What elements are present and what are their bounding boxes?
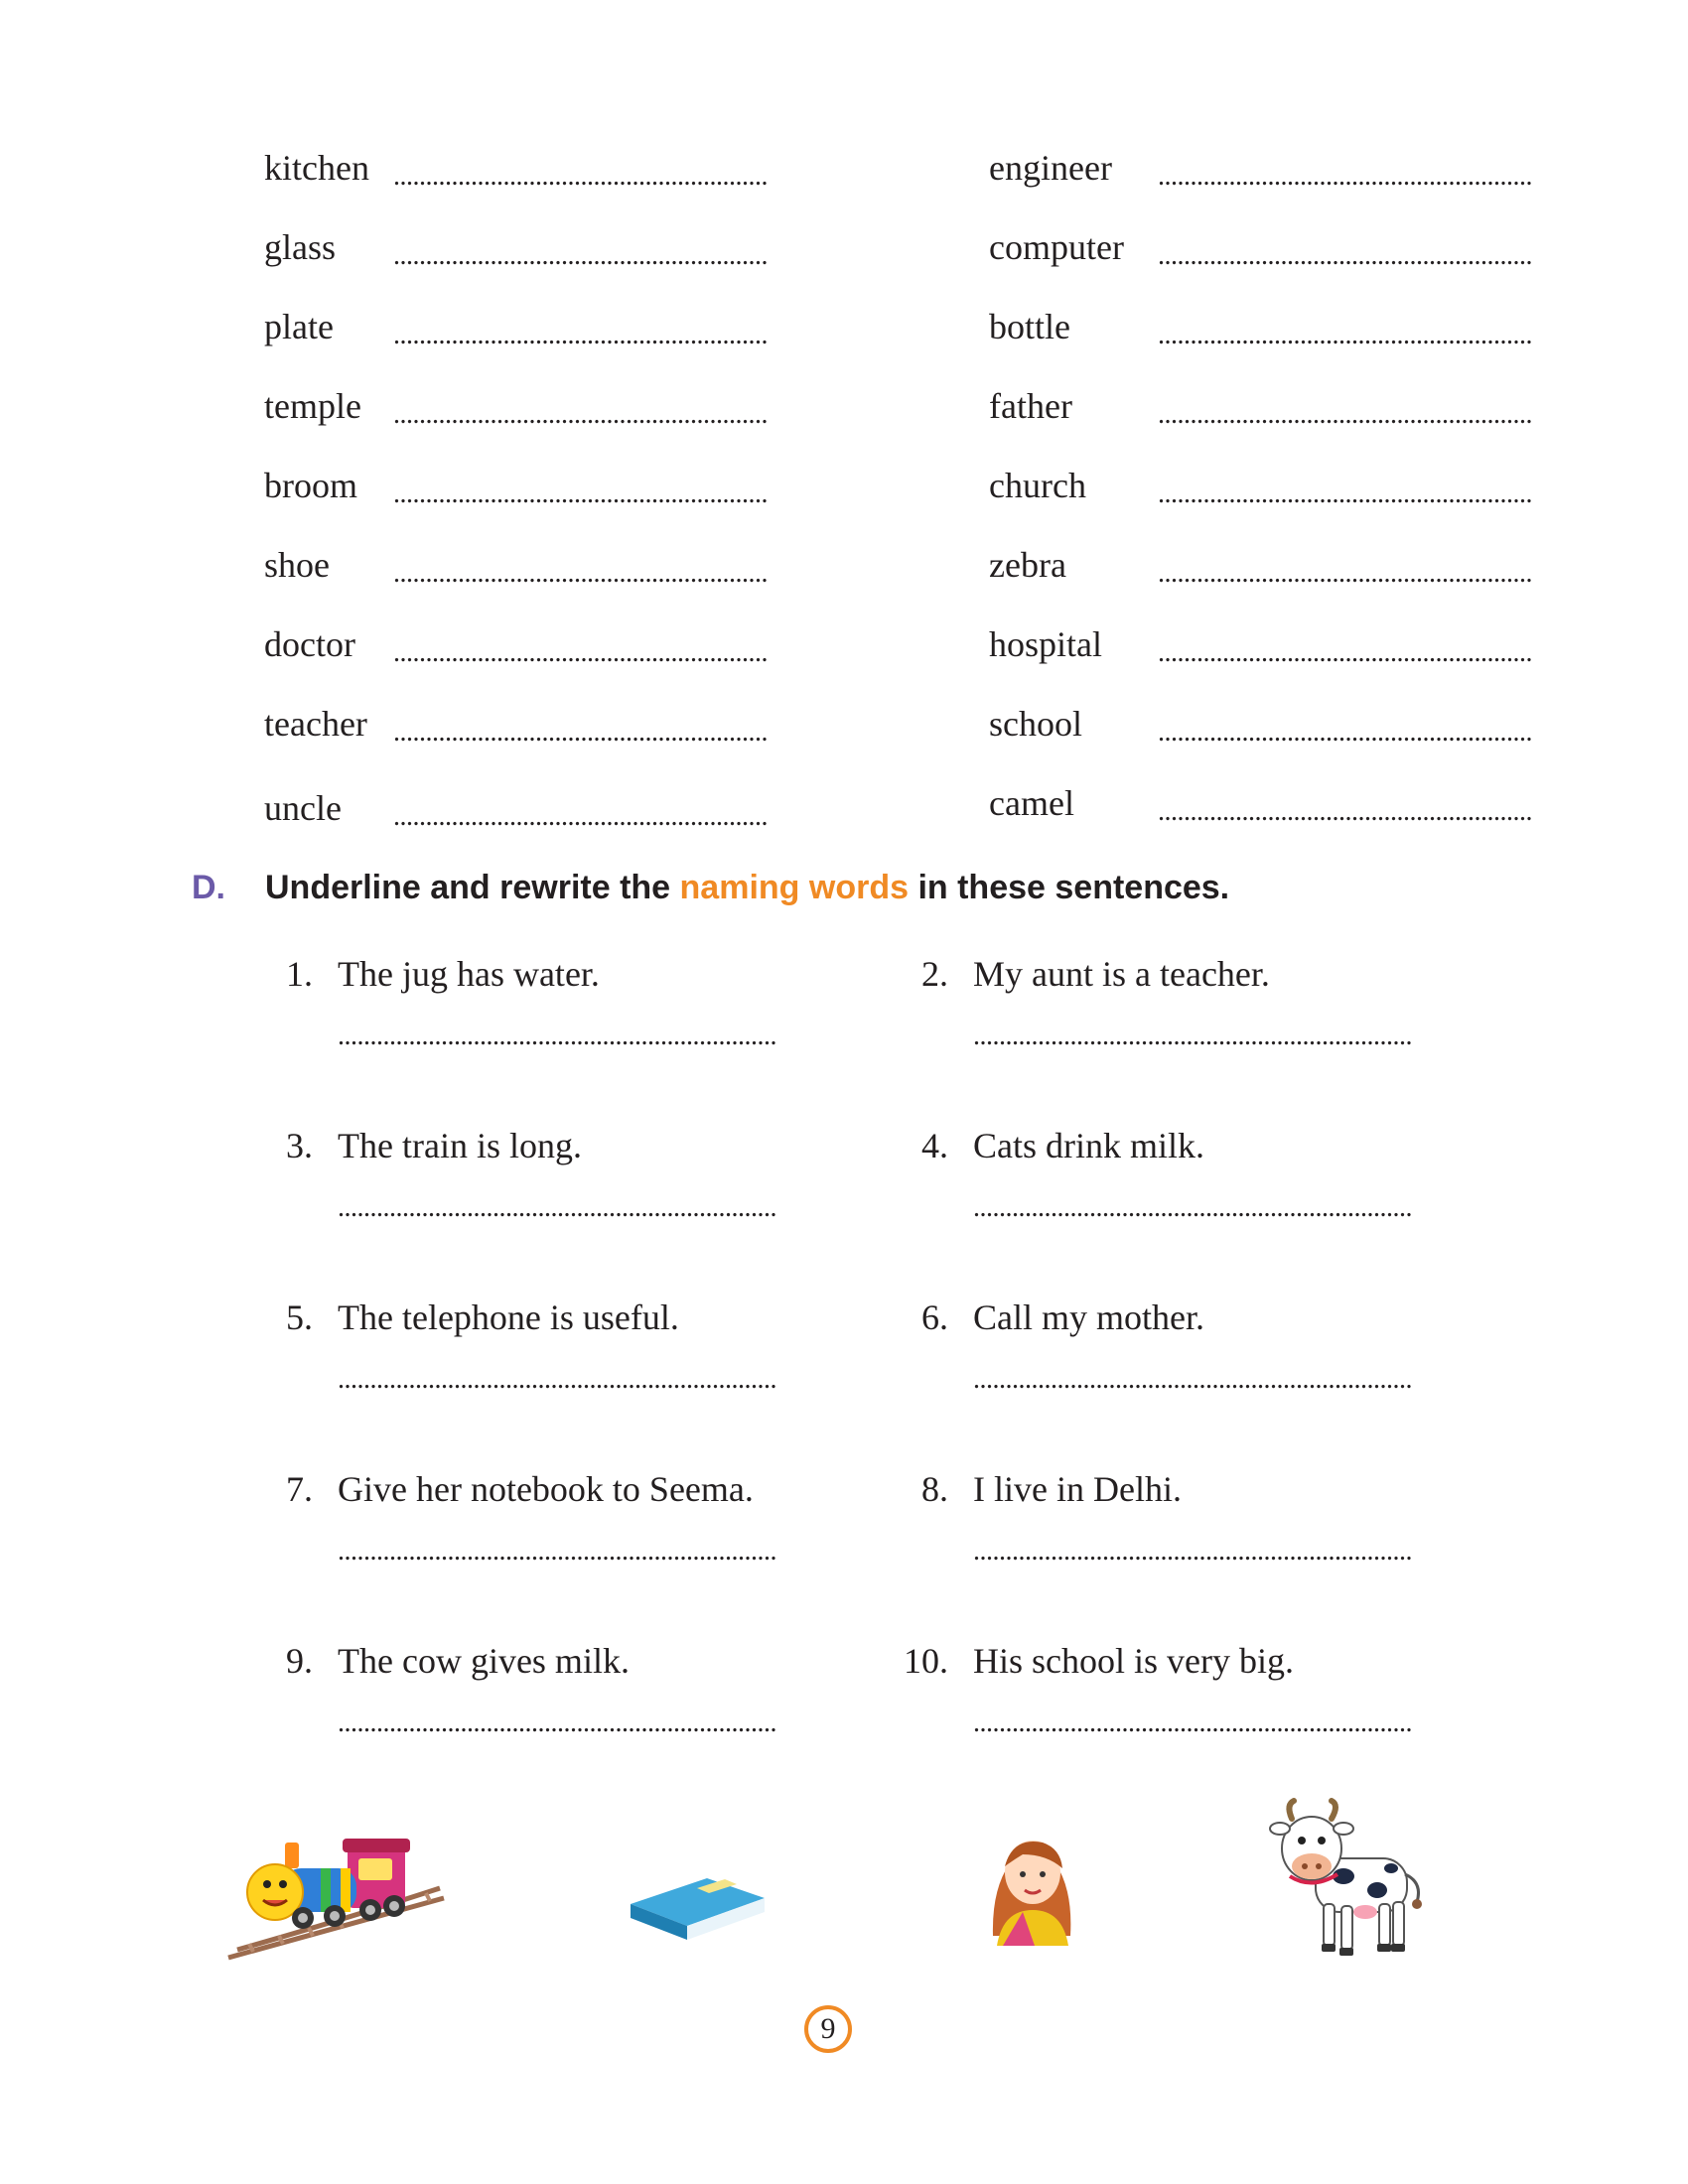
answer-line[interactable]: .................................................................... [338,1536,776,1567]
section-letter: D. [192,869,225,906]
word-row [264,226,768,276]
question-sentence: I live in Delhi. [973,1469,1182,1509]
answer-line[interactable]: .......................................................... [393,478,768,509]
word: broom [264,466,357,505]
word: glass [264,227,336,267]
question-sentence: The cow gives milk. [338,1641,630,1681]
question-item [263,1468,779,1597]
word: zebra [989,545,1066,585]
question-number: 3. [286,1126,313,1165]
answer-line[interactable]: .......................................................... [393,558,768,589]
question-number: 2. [921,954,948,994]
word-row [264,544,768,594]
word-row [264,623,768,673]
question-number: 6. [921,1297,948,1337]
question-item [899,1125,1415,1254]
word-row [989,465,1532,514]
question-item [899,1640,1415,1769]
question-item [263,953,779,1082]
word-row [989,147,1532,197]
word: hospital [989,624,1102,664]
question-number: 7. [286,1469,313,1509]
answer-line[interactable]: .................................................................... [338,1364,776,1395]
answer-line[interactable]: .......................................................... [1158,796,1532,827]
question-number: 10. [904,1641,948,1681]
girl-icon [983,1807,1082,1946]
question-sentence: The telephone is useful. [338,1297,679,1337]
answer-line[interactable]: .......................................................... [1158,161,1532,192]
question-number: 8. [921,1469,948,1509]
question-sentence: The jug has water. [338,954,600,994]
instruction-highlight: naming words [679,869,909,906]
question-item [263,1125,779,1254]
answer-line[interactable]: .......................................................... [1158,399,1532,430]
answer-line[interactable]: .......................................................... [393,399,768,430]
word: uncle [264,788,342,828]
answer-line[interactable]: .......................................................... [393,240,768,271]
question-item [899,1468,1415,1597]
answer-line[interactable]: .................................................................... [338,1021,776,1051]
question-item [263,1640,779,1769]
question-sentence: Give her notebook to Seema. [338,1469,754,1509]
word: school [989,704,1082,744]
question-sentence: Cats drink milk. [973,1126,1204,1165]
question-item [899,1297,1415,1426]
question-sentence: The train is long. [338,1126,582,1165]
question-number: 9. [286,1641,313,1681]
question-sentence: Call my mother. [973,1297,1204,1337]
notebook-icon [626,1846,770,1946]
word-row [989,703,1532,752]
answer-line[interactable]: .......................................................... [393,161,768,192]
answer-line[interactable]: .......................................................... [1158,320,1532,350]
word: church [989,466,1086,505]
answer-line[interactable]: .................................................................... [973,1536,1412,1567]
word: plate [264,307,334,346]
word-row [264,703,768,752]
toy-train-icon [223,1827,452,1966]
question-number: 4. [921,1126,948,1165]
question-number: 1. [286,954,313,994]
section-instruction [265,869,1229,907]
answer-line[interactable]: .................................................................... [338,1192,776,1223]
word-row [989,623,1532,673]
word: father [989,386,1072,426]
instruction-text-end: in these sentences. [909,869,1230,906]
answer-line[interactable]: .......................................................... [1158,558,1532,589]
word-row [264,147,768,197]
word-row [264,465,768,514]
word-row [989,226,1532,276]
question-item [899,953,1415,1082]
answer-line[interactable]: .......................................................... [393,801,768,832]
word-row [264,306,768,355]
answer-line[interactable]: .......................................................... [1158,240,1532,271]
answer-line[interactable]: .......................................................... [1158,717,1532,748]
answer-line[interactable]: .......................................................... [393,637,768,668]
word: temple [264,386,361,426]
word: doctor [264,624,355,664]
cow-icon [1266,1795,1435,1964]
word: engineer [989,148,1112,188]
word-row [989,782,1532,832]
word: shoe [264,545,330,585]
page-number: 9 [804,2005,852,2053]
word-row [989,306,1532,355]
word: kitchen [264,148,369,188]
question-item [263,1297,779,1426]
answer-line[interactable]: .................................................................... [973,1364,1412,1395]
word: teacher [264,704,367,744]
answer-line[interactable]: .................................................................... [973,1707,1412,1738]
word-row [264,385,768,435]
word-row [989,544,1532,594]
answer-line[interactable]: .......................................................... [1158,478,1532,509]
word: camel [989,783,1074,823]
answer-line[interactable]: .................................................................... [973,1021,1412,1051]
instruction-text: Underline and rewrite the [265,869,680,906]
answer-line[interactable]: .......................................................... [393,717,768,748]
question-sentence: His school is very big. [973,1641,1294,1681]
answer-line[interactable]: .................................................................... [973,1192,1412,1223]
answer-line[interactable]: .......................................................... [1158,637,1532,668]
word: bottle [989,307,1070,346]
question-sentence: My aunt is a teacher. [973,954,1270,994]
word-row [989,385,1532,435]
word: computer [989,227,1124,267]
answer-line[interactable]: .................................................................... [338,1707,776,1738]
question-number: 5. [286,1297,313,1337]
word-row [264,787,768,837]
answer-line[interactable]: .......................................................... [393,320,768,350]
